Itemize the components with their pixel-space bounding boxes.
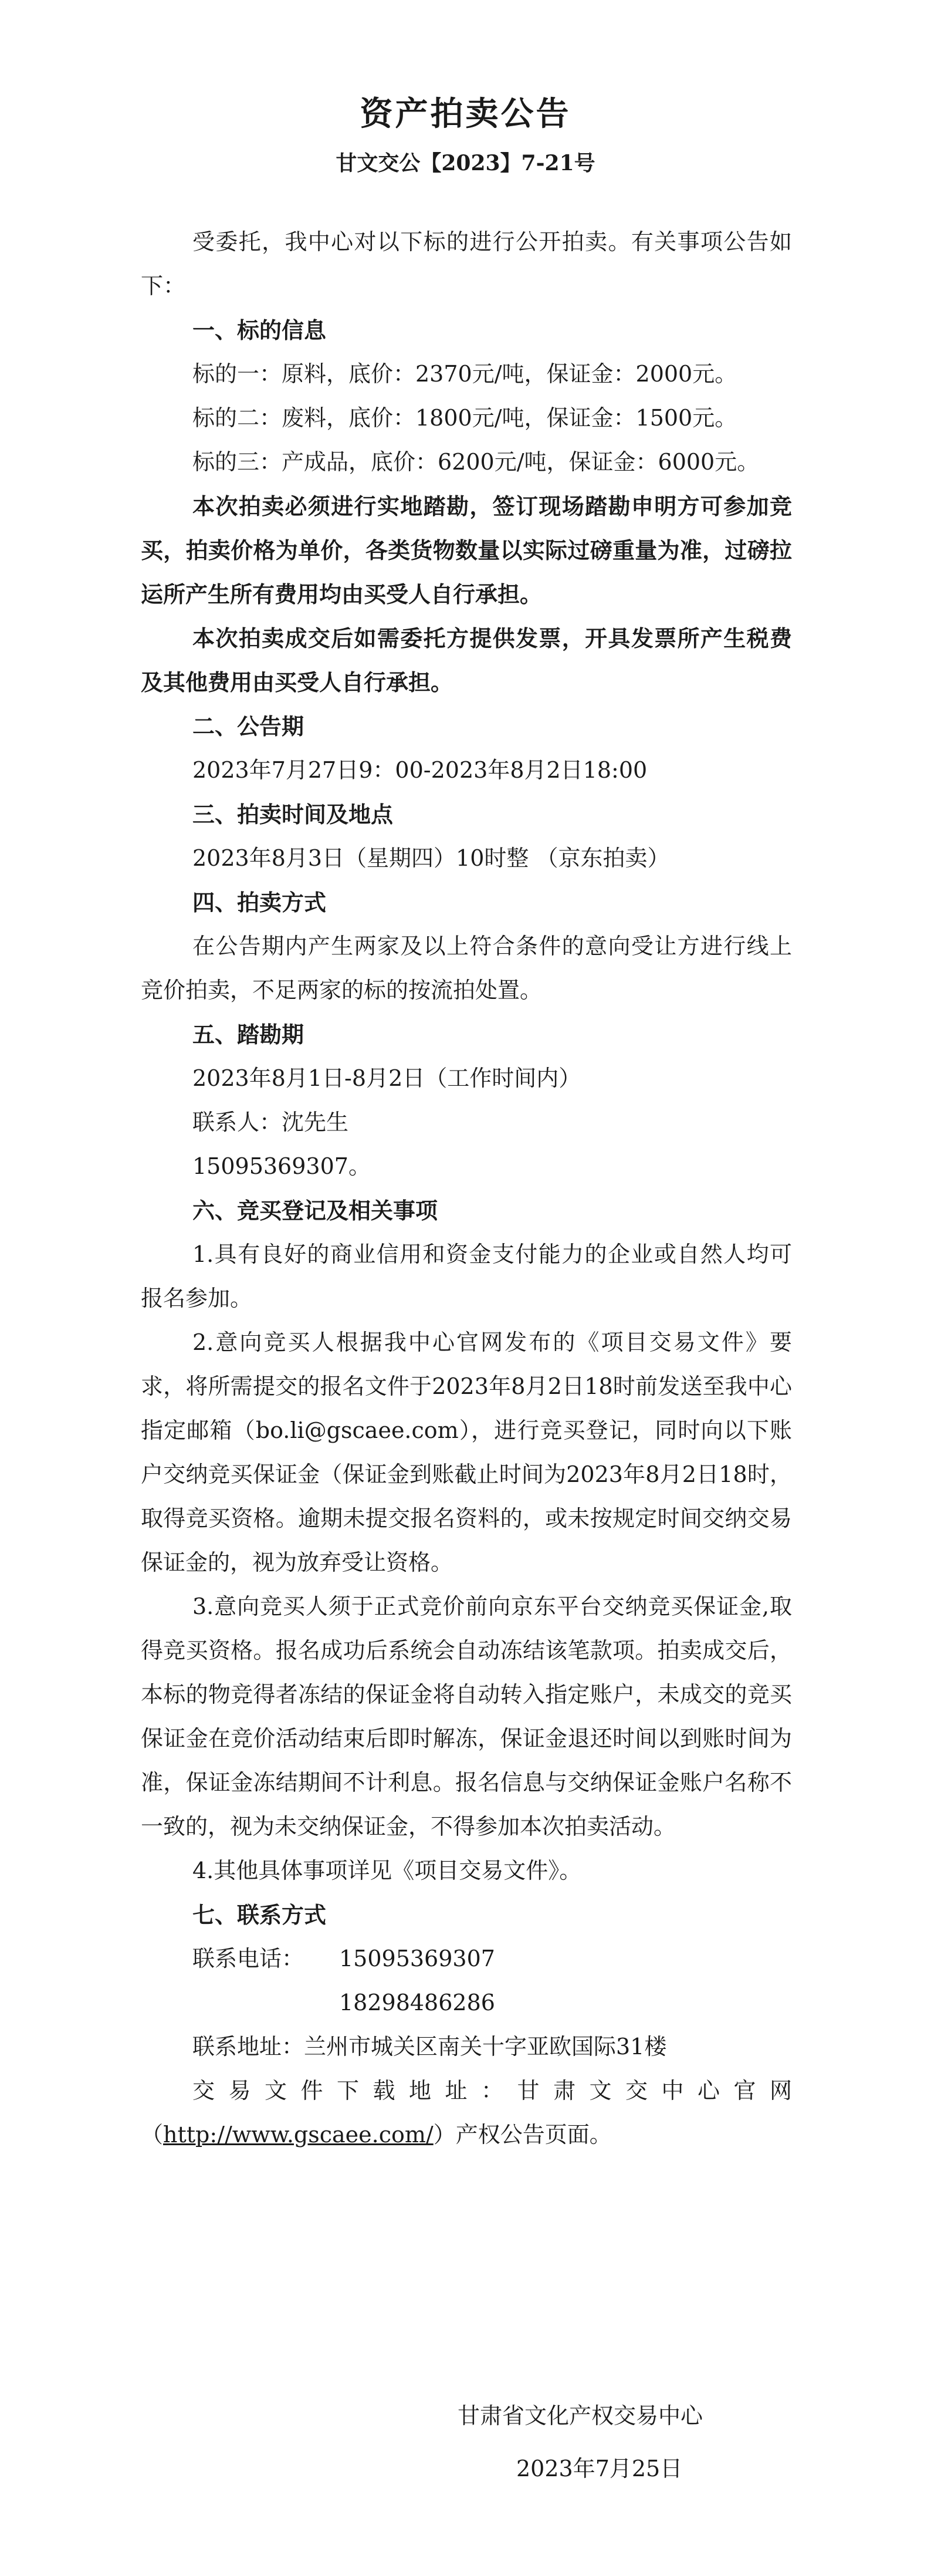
contact-phone-values [339,1937,495,2025]
website-link[interactable]: http://www.gscaee.com/ [163,2122,434,2148]
contact-phone-2: 18298486286 [339,1990,495,2015]
lot-item: 标的二：废料，底价：1800元/吨，保证金：1500元。 [192,405,737,431]
lot-item: 标的三：产成品，底价：6200元/吨，保证金：6000元。 [192,449,760,475]
contact-phones [141,1937,792,2025]
contact-phone-1: 15095369307 [339,1946,495,1971]
contact-phone-label: 联系电话： [192,1946,304,1971]
registration-item: 3.意向竞买人须于正式竞价前向京东平台交纳竞买保证金,取得竞买资格。报名成功后系统会自动冻结该笔款项。拍卖成交后，本标的物竞得者冻结的保证金将自动转入指定账户，未成交的竞买保证金在竞价活动结束后即时解冻，保证金退还时间以到账时间为准，保证金冻结期间不计利息。报名信息与交纳保证金账户名称不一致的，视为未交纳保证金，不得参加本次拍卖活动。 [141,1593,792,1839]
section-heading-contact: 七、联系方式 [192,1902,327,1928]
announcement-body [141,220,792,2157]
notice-period-text: 2023年7月27日9：00-2023年8月2日18:00 [192,757,648,783]
download-suffix: ）产权公告页面。 [433,2122,612,2148]
signature-date: 2023年7月25日 [516,2456,683,2482]
auction-time-text: 2023年8月3日（星期四）10时整 （京东拍卖） [192,845,670,871]
intro-paragraph: 受委托，我中心对以下标的进行公开拍卖。有关事项公告如下： [141,229,792,299]
inspection-phone: 15095369307。 [192,1153,371,1179]
invoice-note: 本次拍卖成交后如需委托方提供发票，开具发票所产生税费及其他费用由买受人自行承担。 [141,625,792,696]
section-heading-lot-info: 一、标的信息 [192,317,327,343]
inspection-period-text: 2023年8月1日-8月2日（工作时间内） [192,1065,581,1091]
page-title: 资产拍卖公告 [360,94,571,133]
section-heading-notice-period: 二、公告期 [192,713,304,740]
inspection-contact: 联系人：沈先生 [192,1109,349,1135]
section-heading-inspection-period: 五、踏勘期 [192,1021,304,1048]
section-heading-auction-time: 三、拍卖时间及地点 [192,801,394,828]
download-address [141,2069,792,2157]
section-heading-auction-method: 四、拍卖方式 [192,889,327,916]
auction-method-text: 在公告期内产生两家及以上符合条件的意向受让方进行线上竞价拍卖，不足两家的标的按流拍处置。 [141,933,792,1003]
lot-item: 标的一：原料，底价：2370元/吨，保证金：2000元。 [192,361,737,387]
registration-item: 2.意向竞买人根据我中心官网发布的《项目交易文件》要求，将所需提交的报名文件于2023年8月2日18时前发送至我中心指定邮箱（bo.li@gscaee.com），进行竞买登记，同时向以下账户交纳竞买保证金（保证金到账截止时间为2023年8月2日18时，取得竞买资格。逾期未提交报名资料的，或未按规定时间交纳交易保证金的，视为放弃受让资格。 [141,1329,792,1575]
signature-organization: 甘肃省文化产权交易中心 [458,2403,703,2429]
contact-address: 联系地址：兰州市城关区南关十字亚欧国际31楼 [192,2034,667,2060]
download-prefix: 交易文件下载地址：甘肃文交中心官网（ [141,2078,792,2148]
document-number: 甘文交公【2023】7-21号 [336,151,595,175]
registration-item: 4.其他具体事项详见《项目交易文件》。 [192,1858,582,1883]
registration-item: 1.具有良好的商业信用和资金支付能力的企业或自然人均可报名参加。 [141,1241,792,1311]
inspection-note: 本次拍卖必须进行实地踏勘，签订现场踏勘申明方可参加竞买，拍卖价格为单价，各类货物数量以实际过磅重量为准，过磅拉运所产生所有费用均由买受人自行承担。 [141,493,792,607]
section-heading-registration: 六、竞买登记及相关事项 [192,1197,438,1224]
